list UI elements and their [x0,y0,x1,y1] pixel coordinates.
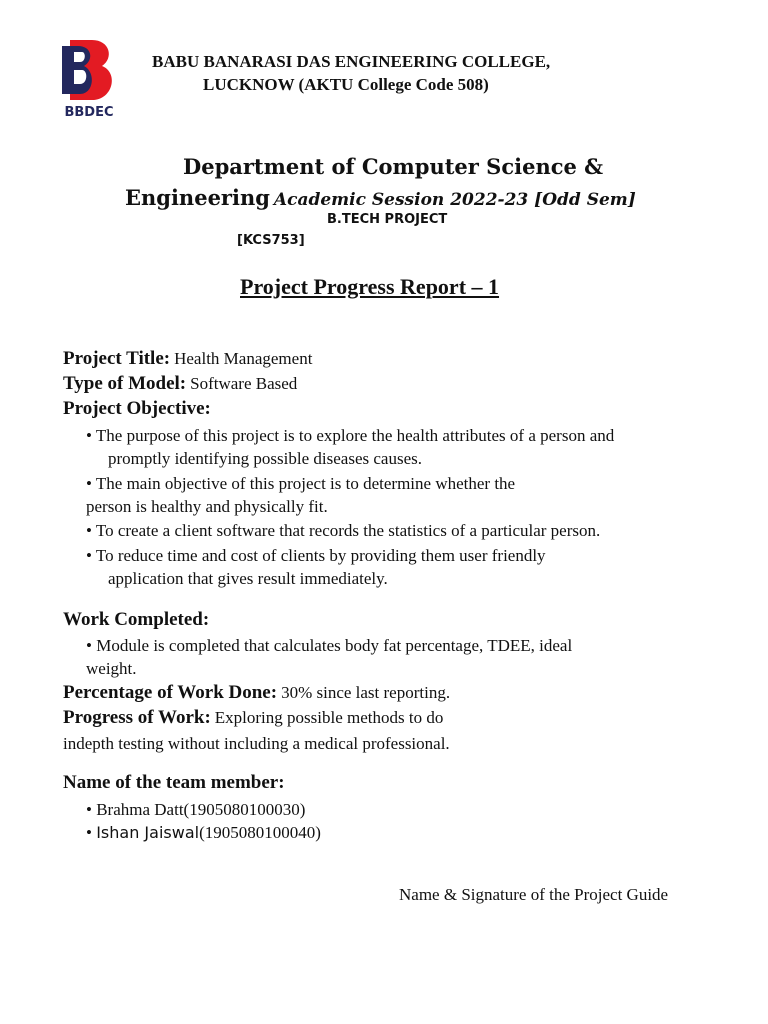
project-title-label: Project Title: [63,348,171,369]
progress-row [63,707,443,729]
objective-line: person is healthy and physically fit. [86,497,328,516]
college-logo [52,38,126,120]
percentage-label: Percentage of Work Done: [63,682,278,703]
team-member [86,822,321,844]
percentage-row [63,682,450,704]
college-name-line1: BABU BANARASI DAS ENGINEERING COLLEGE, [152,52,551,71]
member-name: Brahma Datt [96,800,184,819]
college-name-line2: LUCKNOW (AKTU College Code 508) [203,75,489,94]
objective-line: • The purpose of this project is to explore the health attributes of a person and [86,426,615,445]
department-line1: Department of Computer Science & [183,154,604,179]
bullet: • [86,800,92,819]
team-label: Name of the team member: [63,772,285,793]
team-member [86,799,305,821]
project-title-value: Health Management [174,349,313,368]
report-title: Project Progress Report – 1 [240,274,500,299]
work-completed-label: Work Completed: [63,609,210,630]
objective-line: • To reduce time and cost of clients by providing them user friendly [86,546,546,565]
objective-label: Project Objective: [63,398,211,419]
department-engineering: Engineering [125,185,270,210]
department-line2 [125,185,636,210]
progress-label: Progress of Work: [63,707,211,728]
progress-continuation: indepth testing without including a medical professional. [63,734,450,753]
objective-line: • To create a client software that records the statistics of a particular person. [86,521,601,540]
model-type-value: Software Based [190,374,298,393]
course-code: [KCS753] [237,233,305,248]
objective-line: • The main objective of this project is to determine whether the [86,474,516,493]
objective-line: application that gives result immediately. [108,569,388,588]
program-label: B.TECH PROJECT [327,212,448,227]
member-id: (1905080100030) [183,800,306,819]
bbdec-logo-icon [52,38,126,120]
member-name: Ishan Jaiswal [96,823,200,842]
percentage-value: 30% since last reporting. [281,683,451,702]
model-type-label: Type of Model: [63,373,187,394]
bullet: • [86,823,92,842]
project-title-row [63,348,312,370]
svg-text:BBDEC: BBDEC [64,105,114,120]
progress-value: Exploring possible methods to do [214,708,444,727]
work-completed-line: weight. [86,659,137,678]
objective-line: promptly identifying possible diseases causes. [108,449,422,468]
member-id: (1905080100040) [199,823,321,842]
model-type-row [63,373,297,395]
academic-session: Academic Session 2022-23 [Odd Sem] [273,190,636,210]
signature-line: Name & Signature of the Project Guide [399,885,669,904]
work-completed-line: • Module is completed that calculates body fat percentage, TDEE, ideal [86,636,573,655]
